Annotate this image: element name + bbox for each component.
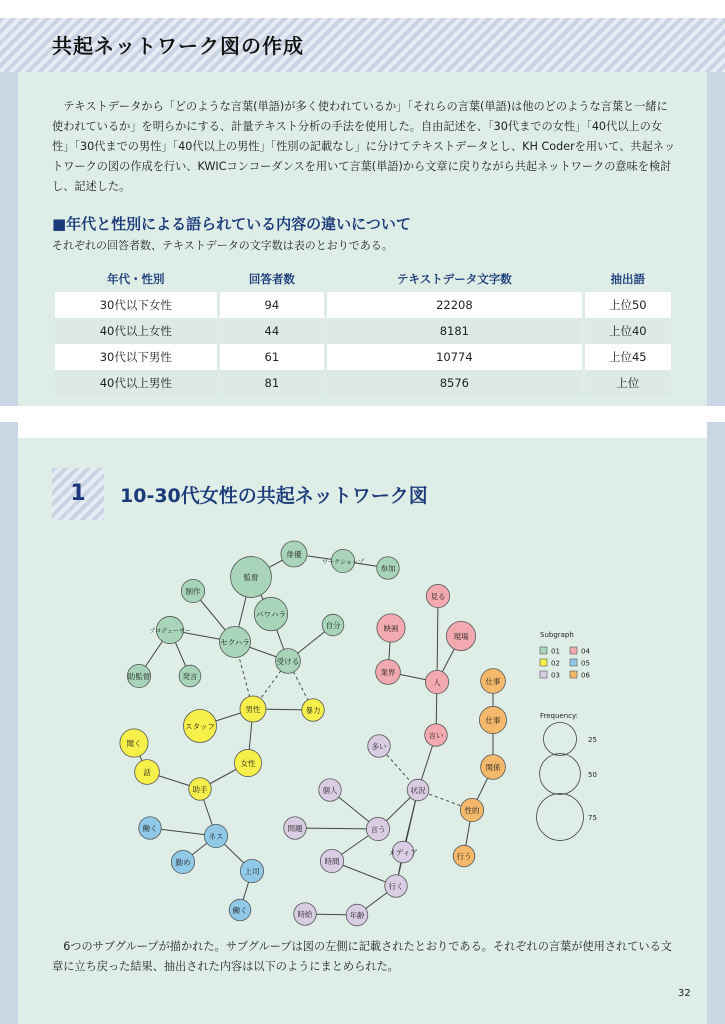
legend-size-circle xyxy=(544,723,577,756)
legend-swatch xyxy=(570,647,577,654)
chapter-title: 10-30代女性の共起ネットワーク図 xyxy=(120,485,428,507)
network-node-label: 自分 xyxy=(325,621,341,630)
table-cell: 上位50 xyxy=(585,292,671,318)
section-heading: ■年代と性別による語られている内容の違いについて xyxy=(52,215,411,233)
network-node-label: 男性 xyxy=(245,705,261,714)
page-title: 共起ネットワーク図の作成 xyxy=(52,34,304,58)
table-cell: 30代以下女性 xyxy=(55,292,217,318)
network-node-label: プロデューサー xyxy=(149,628,191,635)
network-node-label: パワハラ xyxy=(256,610,286,619)
network-node-label: 俳優 xyxy=(286,550,302,559)
left-edge-bar xyxy=(0,72,18,406)
network-node-label: セクハラ xyxy=(220,638,250,647)
network-node-label: 制作 xyxy=(185,587,201,596)
header-respondents: 回答者数 xyxy=(248,272,295,286)
network-edge xyxy=(437,596,438,682)
table-header-row xyxy=(55,266,671,292)
respondents-table xyxy=(52,266,674,396)
intro-paragraph: テキストデータから「どのような言葉(単語)が多く使われているか」「それらの言葉(単語)は他のどのような言葉と一緒に使われているか」を明らかにする、計量テキスト分析の手法を使用した。自由記述を、「30代までの女性」「40代以上の女性」「30代までの男性」「40代以上の男性」「性別の記載なし」に分けてテキストデータとし、KH Coderを用いて、共起ネットワークの図の作成を行い、KWICコンコーダンスを用いて言葉(単語)から文章に戻りながら共起ネットワークの意味を検討し、記述した。 xyxy=(52,100,676,193)
network-node-label: 暴力 xyxy=(305,706,321,715)
table-row xyxy=(55,318,671,344)
network-node-label: 個人 xyxy=(322,786,338,795)
network-node-label: 仕事 xyxy=(485,677,501,686)
network-node-label: 映画 xyxy=(383,624,399,633)
table-cell: 10774 xyxy=(327,344,581,370)
header-age-gender: 年代・性別 xyxy=(107,272,165,286)
network-node-label: 年齢 xyxy=(349,911,365,920)
network-node-label: 上司 xyxy=(244,867,260,876)
legend-swatch xyxy=(540,647,547,654)
network-node-label: 言う xyxy=(370,825,386,834)
legend-swatch-label: 05 xyxy=(581,659,590,668)
table-cell: 40代以上男性 xyxy=(55,370,217,396)
network-node-label: 性的 xyxy=(464,806,480,815)
network-node-label: 状況 xyxy=(410,786,426,795)
legend-swatch-label: 06 xyxy=(581,671,590,680)
network-node-label: スタッフ xyxy=(185,722,215,731)
table-cell: 30代以下男性 xyxy=(55,344,217,370)
section-subtitle: それぞれの回答者数、テキストデータの文字数は表のとおりである。 xyxy=(52,239,393,252)
table-row xyxy=(55,292,671,318)
network-node-label: 発言 xyxy=(182,672,198,681)
page-number: 32 xyxy=(678,988,691,999)
table-cell: 81 xyxy=(220,370,325,396)
table-cell: 61 xyxy=(220,344,325,370)
network-node-label: 言い xyxy=(428,731,444,740)
legend-swatch xyxy=(570,659,577,666)
network-node-label: 話 xyxy=(143,768,151,777)
legend-swatch xyxy=(540,659,547,666)
network-node-label: 多い xyxy=(371,742,387,751)
right-edge-bar xyxy=(707,72,725,406)
legend-subgraph-title: Subgraph xyxy=(540,631,574,639)
table-row xyxy=(55,370,671,396)
network-node-label: 行う xyxy=(456,852,472,861)
legend-size-label: 25 xyxy=(588,736,597,744)
table-cell: 44 xyxy=(220,318,325,344)
co-occurrence-network xyxy=(0,530,725,930)
network-node-label: 監督 xyxy=(243,573,259,582)
network-node-label: 女性 xyxy=(240,759,256,768)
table-cell: 上位40 xyxy=(585,318,671,344)
network-node-label: 勤め xyxy=(175,858,191,867)
network-node-label: メディア xyxy=(388,848,418,857)
table-row xyxy=(55,344,671,370)
table-cell: 22208 xyxy=(327,292,581,318)
legend-swatch xyxy=(540,671,547,678)
network-node-label: 働く xyxy=(142,824,158,833)
legend-swatch-label: 02 xyxy=(551,659,560,668)
legend-swatch-label: 01 xyxy=(551,647,560,656)
network-node-label: 時給 xyxy=(297,910,313,919)
network-node-label: 問題 xyxy=(287,824,303,833)
network-node-label: 助監督 xyxy=(127,672,151,681)
legend-size-circle xyxy=(540,754,581,795)
header-char-count: テキストデータ文字数 xyxy=(396,272,512,286)
outro-paragraph: 6つのサブグループが描かれた。サブグループは図の左側に記載されたとおりである。それぞれの言葉が使用されている文章に立ち戻った結果、抽出された内容は以下のようにまとめられた。 xyxy=(52,940,672,973)
legend-swatch-label: 04 xyxy=(581,647,590,656)
network-node-label: 関係 xyxy=(485,763,501,772)
table-cell: 上位45 xyxy=(585,344,671,370)
network-node-label: 参加 xyxy=(380,564,396,573)
network-node-label: 助手 xyxy=(192,785,208,794)
network-node-label: 聞く xyxy=(126,739,142,748)
network-node-label: ワークショップ xyxy=(322,559,364,566)
network-node-label: 見る xyxy=(430,592,446,601)
network-node-label: 人 xyxy=(433,678,441,687)
header-extracted: 抽出語 xyxy=(610,272,646,286)
table-cell: 8181 xyxy=(327,318,581,344)
table-cell: 40代以上女性 xyxy=(55,318,217,344)
chapter-number: 1 xyxy=(52,468,104,520)
legend-swatch xyxy=(570,671,577,678)
table-cell: 8576 xyxy=(327,370,581,396)
network-node-label: 行く xyxy=(388,882,404,891)
network-node-label: 時間 xyxy=(324,857,340,866)
network-node-label: 受ける xyxy=(276,657,300,666)
legend-frequency-title: Frequency: xyxy=(540,712,579,720)
network-edge xyxy=(295,828,378,829)
legend-size-label: 50 xyxy=(588,771,597,779)
table-cell: 上位 xyxy=(585,370,671,396)
legend-size-circle xyxy=(537,794,584,841)
network-node-label: 現場 xyxy=(453,632,469,641)
network-node-label: ネス xyxy=(208,832,224,841)
legend-size-label: 75 xyxy=(588,814,597,822)
table-cell: 94 xyxy=(220,292,325,318)
network-node-label: 働く xyxy=(232,906,248,915)
legend-swatch-label: 03 xyxy=(551,671,560,680)
network-node-label: 仕事 xyxy=(485,716,501,725)
network-node-label: 業界 xyxy=(380,668,396,677)
